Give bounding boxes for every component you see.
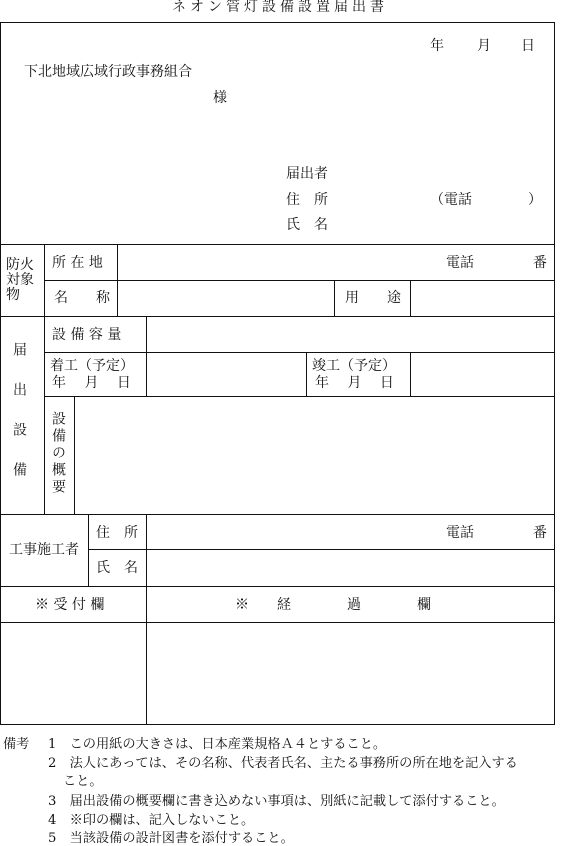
notes-heading: 備考 (3, 737, 30, 752)
form-border-right (554, 22, 555, 725)
recipient-honorific: 様 (213, 90, 227, 106)
contractor-field-divider (146, 514, 147, 586)
target-name-label: 名 称 (54, 290, 110, 306)
equip-capacity-label: 設 備 容 量 (52, 327, 122, 343)
target-ban-label: 番 (533, 255, 547, 271)
equip-complete-label: 竣工（予定） (312, 358, 396, 374)
target-phone-label: 電話 (446, 255, 474, 271)
equip-start-label: 着工（予定） (50, 358, 134, 374)
target-use-label: 用 途 (345, 290, 401, 306)
equip-complete-right (410, 352, 411, 396)
reception-label: ※ 受 付 欄 (35, 597, 105, 613)
note-2-cont: こと。 (63, 774, 103, 789)
equip-summary-divider (74, 396, 75, 514)
progress-label: ※ 経 過 欄 (235, 597, 431, 613)
date-day: 日 (521, 38, 535, 54)
target-mid-line (44, 280, 555, 281)
form-border-top (0, 22, 555, 23)
reception-divider (146, 586, 147, 725)
recipient-name: 下北地域広域行政事務組合 (24, 64, 192, 80)
applicant-address-label: 住 所 (286, 192, 328, 208)
target-use-right (410, 280, 411, 316)
target-use-left (334, 280, 335, 316)
reception-header-line (0, 622, 555, 623)
note-4: 4 ※印の欄は、記入しないこと。 (48, 813, 255, 828)
equip-section-label: 届出設備 (11, 342, 27, 502)
contractor-label-divider (88, 514, 89, 586)
note-3: 3 届出設備の概要欄に書き込めない事項は、別紙に記載して添付すること。 (48, 794, 505, 809)
contractor-phone-label: 電話 (446, 525, 474, 541)
equip-start-ymd: 年 月 日 (52, 375, 131, 391)
equip-summary-label: 設備の概要 (50, 411, 66, 496)
target-label-divider (44, 244, 45, 316)
form-title: ネオン管灯設備設置届出書 (172, 0, 388, 15)
equip-line-2 (44, 352, 555, 353)
form-border-left (0, 22, 1, 725)
equip-field-divider (146, 316, 147, 396)
date-year: 年 (430, 38, 444, 54)
target-section-label: 防火対象物 (6, 257, 34, 303)
equip-complete-ymd: 年 月 日 (315, 375, 394, 391)
target-field-divider (117, 244, 118, 316)
equip-top-line (0, 316, 555, 317)
applicant-name-label: 氏 名 (286, 217, 328, 233)
contractor-section-label: 工事施工者 (9, 542, 79, 558)
target-top-line (0, 244, 555, 245)
note-1: 1 この用紙の大きさは、日本産業規格Ａ４とすること。 (48, 737, 387, 752)
target-location-label: 所 在 地 (52, 255, 103, 271)
contractor-top-line (0, 514, 555, 515)
contractor-mid-line (88, 549, 555, 550)
note-2: 2 法人にあっては、その名称、代表者氏名、主たる事務所の所在地を記入する (48, 756, 518, 771)
contractor-name-label: 氏 名 (96, 560, 138, 576)
equip-line-3 (44, 396, 555, 397)
contractor-ban-label: 番 (533, 525, 547, 541)
date-month: 月 (477, 38, 491, 54)
applicant-label: 届出者 (286, 166, 328, 182)
contractor-address-label: 住 所 (96, 525, 138, 541)
reception-top-line (0, 586, 555, 587)
applicant-phone-label: （電話 ） (430, 192, 542, 208)
equip-complete-left (306, 352, 307, 396)
equip-label-divider (44, 316, 45, 514)
note-5: 5 当該設備の設計図書を添付すること。 (48, 831, 294, 846)
form-border-bottom (0, 724, 555, 725)
